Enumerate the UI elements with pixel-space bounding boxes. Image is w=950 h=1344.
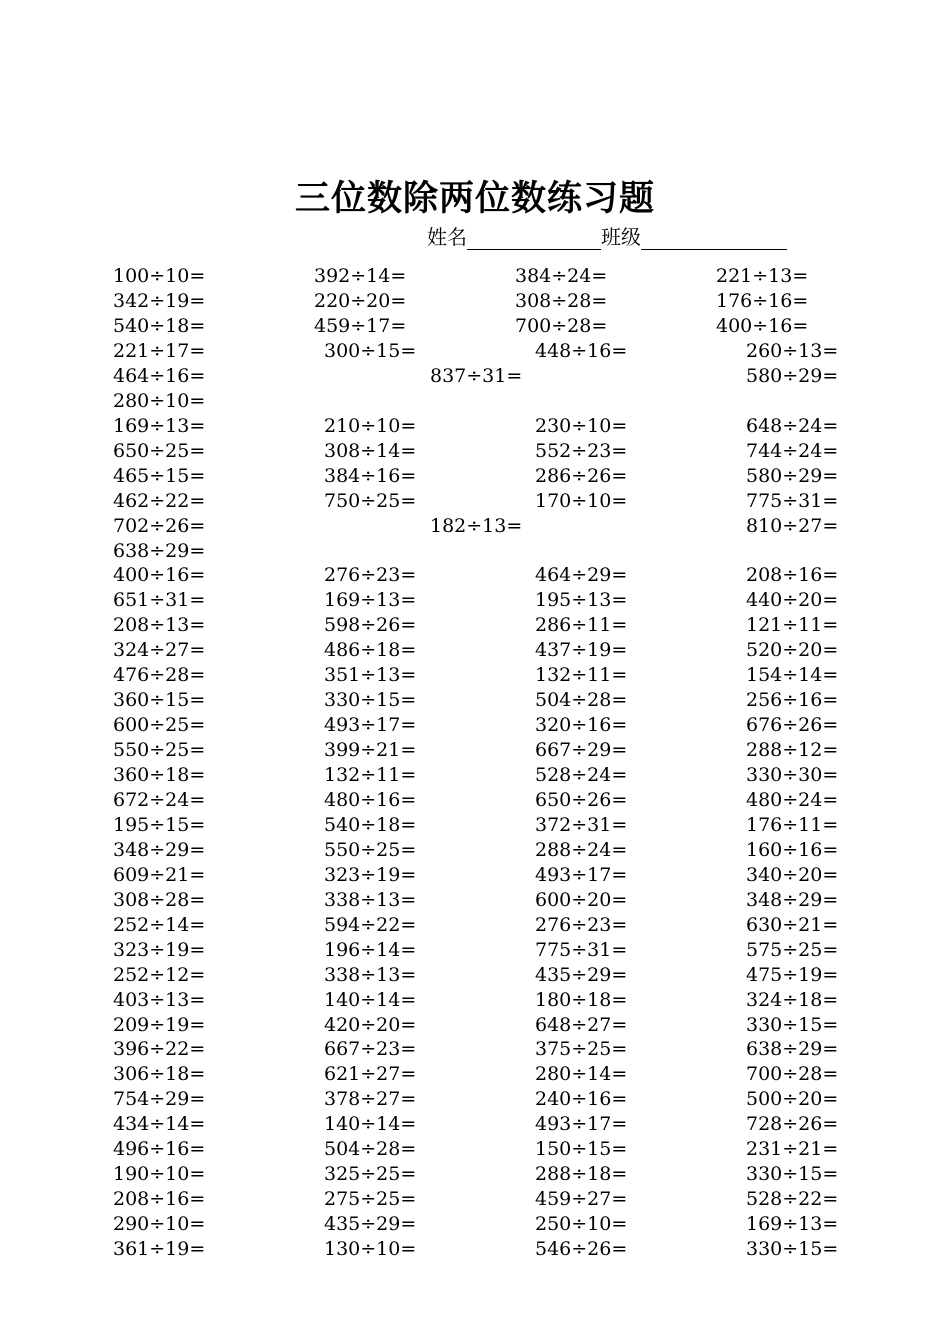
- division-problem: 209÷19=: [113, 1013, 206, 1036]
- division-problem: 384÷16=: [324, 464, 417, 487]
- division-problem: 480÷24=: [746, 788, 839, 811]
- division-problem: 667÷29=: [535, 739, 628, 761]
- division-problem: 351÷13=: [324, 664, 417, 687]
- division-problem: 280÷10=: [113, 389, 206, 412]
- division-problem: 440÷20=: [746, 589, 839, 612]
- division-problem: 288÷12=: [746, 739, 839, 761]
- division-problem: 437÷19=: [535, 639, 628, 662]
- division-problem: 342÷19=: [113, 289, 206, 312]
- division-problem: 275÷25=: [324, 1188, 417, 1211]
- division-problem: 810÷27=: [746, 514, 839, 537]
- division-problem: 169÷13=: [746, 1213, 839, 1236]
- division-problem: 330÷15=: [324, 689, 417, 712]
- division-problem: 308÷14=: [324, 439, 417, 462]
- division-problem: 348÷29=: [746, 888, 839, 911]
- division-problem: 676÷26=: [746, 714, 839, 737]
- division-problem: 504÷28=: [324, 1138, 417, 1161]
- division-problem: 338÷13=: [324, 963, 417, 986]
- division-problem: 648÷24=: [746, 414, 839, 437]
- division-problem: 375÷25=: [535, 1038, 628, 1061]
- division-problem: 594÷22=: [324, 913, 417, 936]
- division-problem: 575÷25=: [746, 938, 839, 961]
- division-problem: 154÷14=: [746, 664, 839, 687]
- division-problem: 459÷17=: [314, 314, 407, 337]
- division-problem: 552÷23=: [535, 439, 628, 462]
- division-problem: 140÷14=: [324, 1113, 417, 1136]
- division-problem: 396÷22=: [113, 1038, 206, 1061]
- division-problem: 180÷18=: [535, 988, 628, 1011]
- division-problem: 837÷31=: [430, 364, 523, 387]
- division-problem: 372÷31=: [535, 813, 628, 836]
- division-problem: 220÷20=: [314, 289, 407, 312]
- division-problem: 546÷26=: [535, 1238, 628, 1260]
- division-problem: 169÷13=: [324, 589, 417, 612]
- division-problem: 208÷13=: [113, 614, 206, 637]
- division-problem: 320÷16=: [535, 714, 628, 737]
- division-problem: 195÷13=: [535, 589, 628, 612]
- division-problem: 330÷15=: [746, 1013, 839, 1036]
- division-problem: 700÷28=: [515, 314, 608, 337]
- division-problem: 130÷10=: [324, 1238, 417, 1260]
- division-problem: 260÷13=: [746, 339, 839, 362]
- division-problem: 378÷27=: [324, 1088, 417, 1111]
- division-problem: 496÷16=: [113, 1138, 206, 1161]
- division-problem: 288÷24=: [535, 838, 628, 861]
- division-problem: 621÷27=: [324, 1063, 417, 1086]
- division-problem: 651÷31=: [113, 589, 206, 612]
- division-problem: 459÷27=: [535, 1188, 628, 1211]
- division-problem: 598÷26=: [324, 614, 417, 637]
- division-problem: 348÷29=: [113, 838, 206, 861]
- division-problem: 252÷14=: [113, 913, 206, 936]
- division-problem: 231÷21=: [746, 1138, 839, 1161]
- division-problem: 208÷16=: [113, 1188, 206, 1211]
- division-problem: 435÷29=: [535, 963, 628, 986]
- division-problem: 550÷25=: [113, 739, 206, 761]
- division-problem: 276÷23=: [535, 913, 628, 936]
- division-problem: 672÷24=: [113, 788, 206, 811]
- division-problem: 399÷21=: [324, 739, 417, 761]
- division-problem: 464÷29=: [535, 564, 628, 587]
- division-problem: 540÷18=: [113, 314, 206, 337]
- division-problem: 702÷26=: [113, 514, 206, 537]
- division-problem: 480÷16=: [324, 788, 417, 811]
- division-problem: 600÷25=: [113, 714, 206, 737]
- division-problem: 196÷14=: [324, 938, 417, 961]
- division-problem: 221÷13=: [716, 265, 809, 287]
- division-problem: 276÷23=: [324, 564, 417, 587]
- division-problem: 754÷29=: [113, 1088, 206, 1111]
- division-problem: 280÷14=: [535, 1063, 628, 1086]
- division-problem: 504÷28=: [535, 689, 628, 712]
- division-problem: 240÷16=: [535, 1088, 628, 1111]
- division-problem: 140÷14=: [324, 988, 417, 1011]
- division-problem: 448÷16=: [535, 339, 628, 362]
- division-problem: 775÷31=: [746, 489, 839, 512]
- division-problem: 150÷15=: [535, 1138, 628, 1161]
- division-problem: 493÷17=: [324, 714, 417, 737]
- division-problem: 330÷15=: [746, 1238, 839, 1260]
- division-problem: 256÷16=: [746, 689, 839, 712]
- division-problem: 650÷26=: [535, 788, 628, 811]
- division-problem: 182÷13=: [430, 514, 523, 537]
- division-problem: 580÷29=: [746, 464, 839, 487]
- division-problem: 630÷21=: [746, 913, 839, 936]
- division-problem: 323÷19=: [324, 863, 417, 886]
- division-problem: 325÷25=: [324, 1163, 417, 1186]
- division-problem: 465÷15=: [113, 464, 206, 487]
- division-problem: 195÷15=: [113, 813, 206, 836]
- division-problem: 775÷31=: [535, 938, 628, 961]
- division-problem: 286÷11=: [535, 614, 628, 637]
- division-problem: 160÷16=: [746, 838, 839, 861]
- division-problem: 609÷21=: [113, 863, 206, 886]
- division-problem: 132÷11=: [324, 764, 417, 786]
- division-problem: 420÷20=: [324, 1013, 417, 1036]
- division-problem: 330÷15=: [746, 1163, 839, 1186]
- division-problem: 323÷19=: [113, 938, 206, 961]
- division-problem: 493÷17=: [535, 1113, 628, 1136]
- division-problem: 360÷15=: [113, 689, 206, 712]
- division-problem: 400÷16=: [716, 314, 809, 337]
- division-problem: 648÷27=: [535, 1013, 628, 1036]
- division-problem: 252÷12=: [113, 963, 206, 986]
- division-problem: 493÷17=: [535, 863, 628, 886]
- division-problem: 330÷30=: [746, 764, 839, 786]
- division-problem: 208÷16=: [746, 564, 839, 587]
- division-problem: 744÷24=: [746, 439, 839, 462]
- division-problem: 288÷18=: [535, 1163, 628, 1186]
- division-problem: 230÷10=: [535, 414, 628, 437]
- division-problem: 384÷24=: [515, 265, 608, 287]
- division-problem: 700÷28=: [746, 1063, 839, 1086]
- division-problem: 308÷28=: [515, 289, 608, 312]
- division-problem: 210÷10=: [324, 414, 417, 437]
- division-problem: 520÷20=: [746, 639, 839, 662]
- division-problem: 324÷18=: [746, 988, 839, 1011]
- division-problem: 176÷16=: [716, 289, 809, 312]
- division-problem: 132÷11=: [535, 664, 628, 687]
- division-problem: 550÷25=: [324, 838, 417, 861]
- division-problem: 435÷29=: [324, 1213, 417, 1236]
- division-problem: 392÷14=: [314, 265, 407, 287]
- class-label: 班级: [601, 225, 641, 249]
- division-problem: 338÷13=: [324, 888, 417, 911]
- worksheet-title: 三位数除两位数练习题: [294, 178, 655, 219]
- division-problem: 464÷16=: [113, 364, 206, 387]
- division-problem: 300÷15=: [324, 339, 417, 362]
- division-problem: 221÷17=: [113, 339, 206, 362]
- division-problem: 290÷10=: [113, 1213, 206, 1236]
- division-problem: 360÷18=: [113, 764, 206, 786]
- division-problem: 306÷18=: [113, 1063, 206, 1086]
- division-problem: 476÷28=: [113, 664, 206, 687]
- division-problem: 580÷29=: [746, 364, 839, 387]
- division-problem: 340÷20=: [746, 863, 839, 886]
- division-problem: 308÷28=: [113, 888, 206, 911]
- division-problem: 638÷29=: [746, 1038, 839, 1061]
- division-problem: 250÷10=: [535, 1213, 628, 1236]
- division-problem: 500÷20=: [746, 1088, 839, 1111]
- division-problem: 324÷27=: [113, 639, 206, 662]
- division-problem: 638÷29=: [113, 539, 206, 562]
- division-problem: 121÷11=: [746, 614, 839, 637]
- division-problem: 600÷20=: [535, 888, 628, 911]
- division-problem: 750÷25=: [324, 489, 417, 512]
- division-problem: 176÷11=: [746, 813, 839, 836]
- division-problem: 434÷14=: [113, 1113, 206, 1136]
- division-problem: 650÷25=: [113, 439, 206, 462]
- division-problem: 169÷13=: [113, 414, 206, 437]
- division-problem: 528÷22=: [746, 1188, 839, 1211]
- division-problem: 475÷19=: [746, 963, 839, 986]
- name-label: 姓名: [427, 225, 467, 249]
- division-problem: 286÷26=: [535, 464, 628, 487]
- division-problem: 540÷18=: [324, 813, 417, 836]
- division-problem: 462÷22=: [113, 489, 206, 512]
- division-problem: 403÷13=: [113, 988, 206, 1011]
- division-problem: 190÷10=: [113, 1163, 206, 1186]
- division-problem: 667÷23=: [324, 1038, 417, 1061]
- division-problem: 170÷10=: [535, 489, 628, 512]
- division-problem: 100÷10=: [113, 265, 206, 287]
- division-problem: 486÷18=: [324, 639, 417, 662]
- division-problem: 528÷24=: [535, 764, 628, 786]
- division-problem: 361÷19=: [113, 1238, 206, 1260]
- division-problem: 728÷26=: [746, 1113, 839, 1136]
- division-problem: 400÷16=: [113, 564, 206, 587]
